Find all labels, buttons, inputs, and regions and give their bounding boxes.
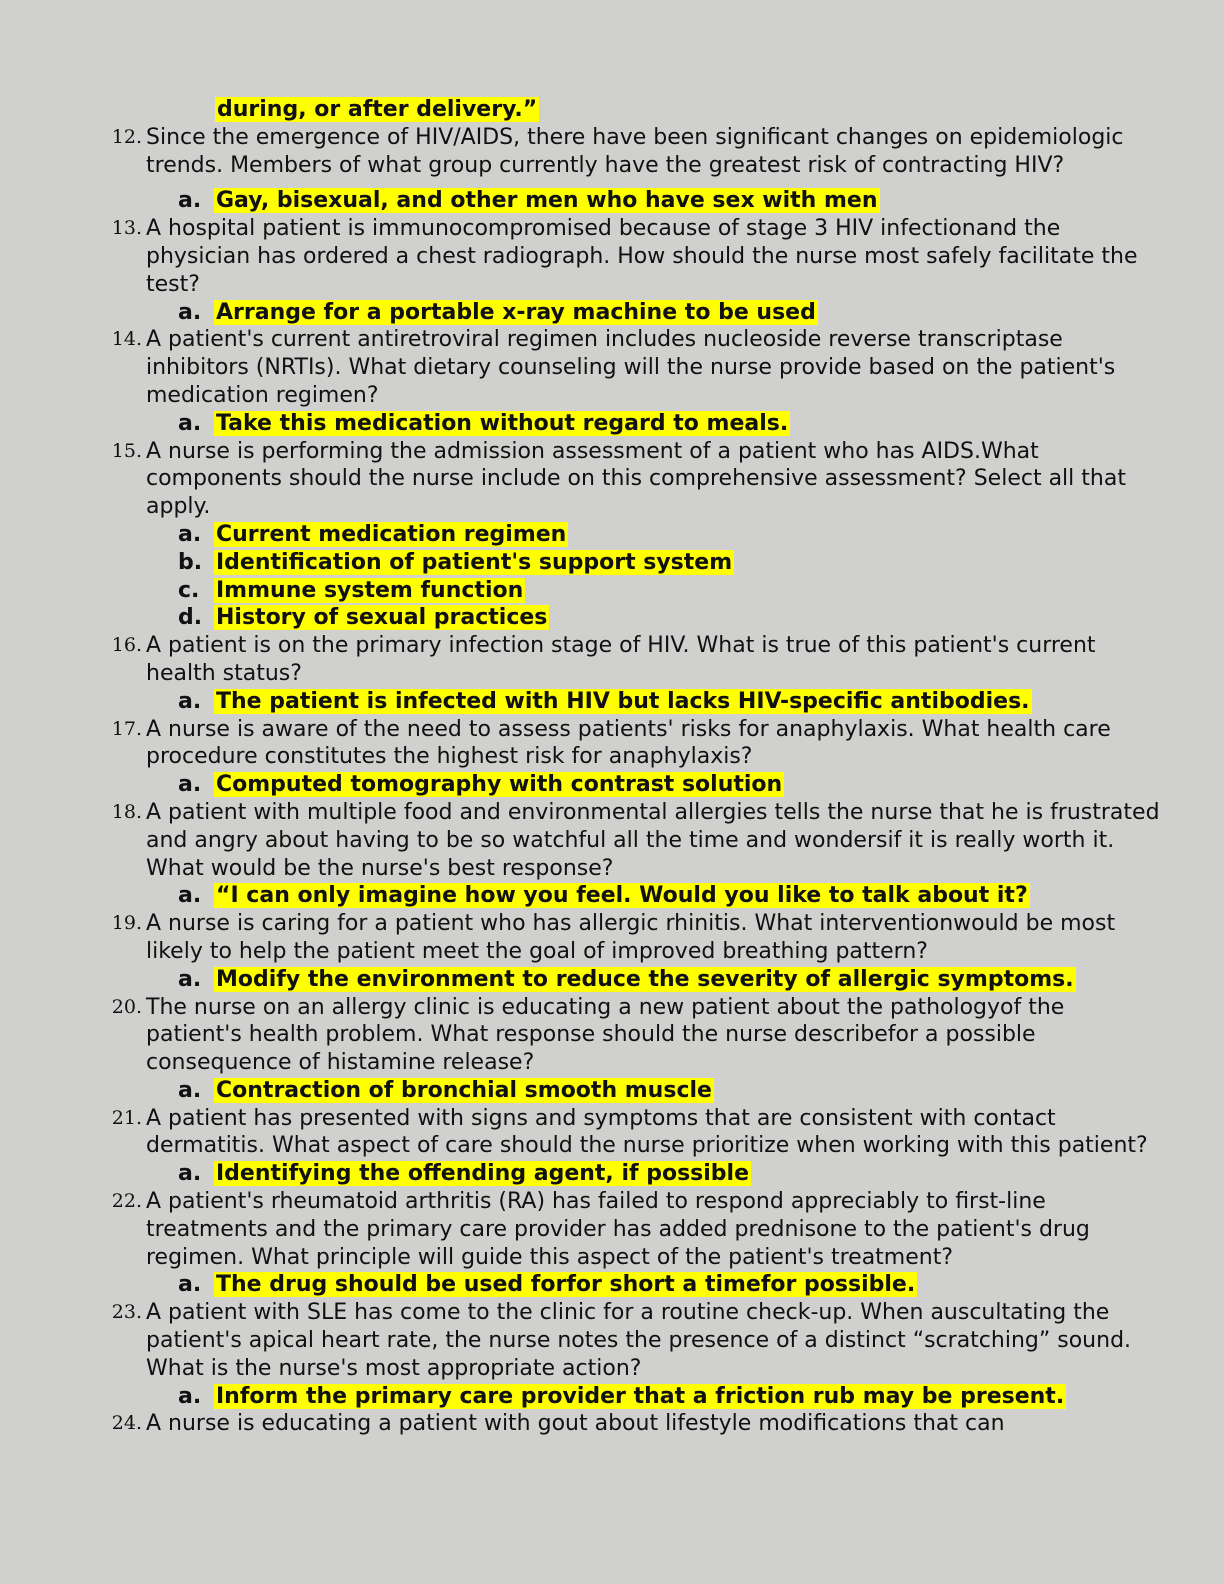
highlighted-answer: Identification of patient's support system <box>216 549 733 575</box>
lead-answer-line <box>100 96 1160 124</box>
answer-item <box>100 521 1160 549</box>
question-number: 15. <box>111 439 142 462</box>
highlighted-answer: Modify the environment to reduce the severity of allergic symptoms. <box>216 966 1074 992</box>
question-text: The nurse on an allergy clinic is educating a new patient about the pathologyof the patient's health problem. What response should the nurse describefor a possible consequence of histamine release? <box>146 994 1065 1076</box>
question-number: 14. <box>111 328 142 351</box>
answer-letter: a. <box>178 1077 202 1103</box>
question-item <box>100 1299 1160 1382</box>
question-text: A patient with SLE has come to the clinic for a routine check-up. When auscultating the patient's apical heart rate, the nurse notes the presence of a distinct “scratching” sound. What is the nurse's most appropriate action? <box>146 1300 1132 1381</box>
answer-item <box>100 549 1160 577</box>
highlighted-answer: History of sexual practices <box>216 605 548 631</box>
answer-item <box>100 771 1160 799</box>
highlighted-answer: during, or after delivery.” <box>217 97 538 122</box>
highlighted-answer: Inform the primary care provider that a friction rub may be present. <box>216 1383 1065 1409</box>
question-number: 16. <box>111 634 142 657</box>
question-number: 20. <box>111 995 142 1018</box>
question-item <box>100 716 1160 772</box>
answer-item <box>100 1160 1160 1188</box>
highlighted-answer: Computed tomography with contrast solution <box>216 772 783 798</box>
answer-letter: a. <box>178 772 202 798</box>
question-item <box>100 124 1160 180</box>
answer-letter: d. <box>178 605 203 631</box>
question-item <box>100 1188 1160 1271</box>
highlighted-answer: Current medication regimen <box>216 521 567 547</box>
answer-item <box>100 688 1160 716</box>
question-number: 19. <box>111 912 142 935</box>
answer-letter: a. <box>178 410 202 436</box>
question-text: A nurse is performing the admission assessment of a patient who has AIDS.What components should the nurse include on this comprehensive assessment? Select all that apply. <box>146 438 1126 520</box>
answer-item <box>100 1383 1160 1411</box>
answer-letter: a. <box>178 1161 202 1187</box>
answer-letter: a. <box>178 966 202 992</box>
question-number: 17. <box>111 717 142 740</box>
answer-letter: a. <box>178 299 202 325</box>
question-number: 24. <box>111 1412 142 1435</box>
question-text: A nurse is aware of the need to assess patients' risks for anaphylaxis. What health care procedure constitutes the highest risk for anaphylaxis? <box>146 716 1111 770</box>
answer-item <box>100 882 1160 910</box>
answer-letter: a. <box>178 1272 202 1298</box>
question-number: 23. <box>111 1301 142 1324</box>
question-number: 22. <box>111 1190 142 1213</box>
question-item <box>100 994 1160 1077</box>
question-text: A hospital patient is immunocompromised because of stage 3 HIV infectionand the physician has ordered a chest radiograph. How should the nurse most safely facilitate the test? <box>146 216 1138 297</box>
answer-item <box>100 577 1160 605</box>
highlighted-answer: Contraction of bronchial smooth muscle <box>216 1077 712 1103</box>
question-text: A patient's rheumatoid arthritis (RA) has failed to respond appreciably to first-line treatments and the primary care provider has added prednisone to the patient's drug regimen. What principle will guide this aspect of the patient's treatment? <box>146 1189 1090 1270</box>
answer-letter: a. <box>178 188 202 214</box>
highlighted-answer: The drug should be used forfor short a timefor possible. <box>216 1272 916 1298</box>
highlighted-answer: Arrange for a portable x-ray machine to be used <box>216 299 816 325</box>
question-item <box>100 438 1160 521</box>
highlighted-answer: Gay, bisexual, and other men who have sex with men <box>216 188 878 214</box>
question-item <box>100 910 1160 966</box>
highlighted-answer: Immune system function <box>216 577 524 603</box>
question-item <box>100 799 1160 882</box>
answer-letter: b. <box>178 549 203 575</box>
question-item <box>100 1105 1160 1161</box>
question-text: A patient has presented with signs and symptoms that are consistent with contact dermatitis. What aspect of care should the nurse prioritize when working with this patient? <box>146 1105 1148 1159</box>
answer-letter: a. <box>178 688 202 714</box>
question-item <box>100 326 1160 409</box>
question-number: 13. <box>111 217 142 240</box>
answer-letter: a. <box>178 1383 202 1409</box>
highlighted-answer: Identifying the offending agent, if possible <box>216 1161 750 1187</box>
answer-item <box>100 1271 1160 1299</box>
highlighted-answer: “I can only imagine how you feel. Would you like to talk about it? <box>216 883 1028 909</box>
question-text: A patient is on the primary infection stage of HIV. What is true of this patient's current health status? <box>146 633 1096 686</box>
question-number: 21. <box>111 1106 142 1129</box>
highlighted-answer: Take this medication without regard to meals. <box>216 410 789 436</box>
highlighted-answer: The patient is infected with HIV but lacks HIV-specific antibodies. <box>216 688 1030 714</box>
question-list <box>100 96 1160 1438</box>
question-number: 12. <box>111 125 142 148</box>
answer-letter: a. <box>178 521 202 547</box>
answer-item <box>100 410 1160 438</box>
answer-item <box>100 187 1160 215</box>
question-text: Since the emergence of HIV/AIDS, there have been significant changes on epidemiologic trends. Members of what group currently have the greatest risk of contracting HIV? <box>146 124 1124 178</box>
answer-item <box>100 299 1160 327</box>
question-text: A nurse is caring for a patient who has allergic rhinitis. What interventionwould be most likely to help the patient meet the goal of improved breathing pattern? <box>146 911 1116 964</box>
question-text: A nurse is educating a patient with gout about lifestyle modifications that can <box>146 1411 1005 1437</box>
answer-item <box>100 966 1160 994</box>
answer-item <box>100 604 1160 632</box>
question-text: A patient's current antiretroviral regimen includes nucleoside reverse transcriptase inhibitors (NRTIs). What dietary counseling will the nurse provide based on the patient's medication regimen? <box>146 327 1116 408</box>
answer-letter: a. <box>178 883 202 909</box>
question-text: A patient with multiple food and environmental allergies tells the nurse that he is frustrated and angry about having to be so watchful all the time and wondersif it is really worth it. What would be the nurse's best response? <box>146 799 1160 881</box>
answer-item <box>100 1077 1160 1105</box>
question-number: 18. <box>111 800 142 823</box>
answer-letter: c. <box>178 577 200 603</box>
question-item <box>100 632 1160 688</box>
question-item <box>100 215 1160 298</box>
question-item <box>100 1410 1160 1438</box>
